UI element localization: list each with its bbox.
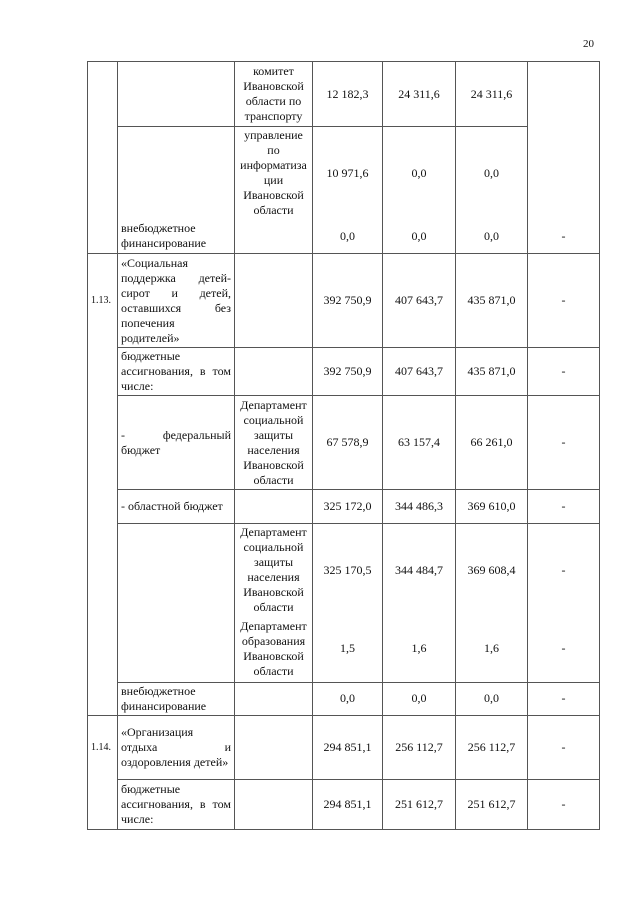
row-executor: [235, 490, 313, 524]
row-number: [88, 524, 118, 617]
row-note: -: [528, 682, 600, 715]
value-2021: 0,0: [313, 220, 383, 254]
row-note: [528, 62, 600, 127]
row-executor: [235, 715, 313, 779]
table-row: [88, 220, 600, 254]
value-2023: 369 608,4: [456, 524, 528, 617]
value-2023: 24 311,6: [456, 62, 528, 127]
row-name: [118, 524, 235, 617]
value-2023: 0,0: [456, 682, 528, 715]
value-2023: 0,0: [456, 127, 528, 220]
value-2023: 369 610,0: [456, 490, 528, 524]
value-2022: 407 643,7: [383, 254, 456, 348]
row-name: [118, 616, 235, 682]
row-number: [88, 220, 118, 254]
table-row: [88, 715, 600, 779]
value-2022: 63 157,4: [383, 396, 456, 490]
value-2022: 1,6: [383, 616, 456, 682]
row-executor: управление по информатиза ции Ивановской области: [235, 127, 313, 220]
value-2022: 407 643,7: [383, 348, 456, 396]
row-executor: Департамент социальной защиты населения Ивановской области: [235, 396, 313, 490]
row-number: [88, 616, 118, 682]
table-row: [88, 682, 600, 715]
table-row: [88, 524, 600, 617]
row-executor: [235, 220, 313, 254]
value-2021: 392 750,9: [313, 348, 383, 396]
row-number: [88, 348, 118, 396]
value-2023: 435 871,0: [456, 348, 528, 396]
table-row: [88, 779, 600, 829]
value-2021: 1,5: [313, 616, 383, 682]
value-2022: 344 484,7: [383, 524, 456, 617]
row-name: «Организация отдыха и оздоровления детей»: [118, 715, 235, 779]
value-2021: 0,0: [313, 682, 383, 715]
row-name: «Социальная поддержка детей-сирот и детей, оставшихся без попечения родителей»: [118, 254, 235, 348]
value-2022: 0,0: [383, 682, 456, 715]
row-executor: [235, 682, 313, 715]
page-number: 20: [583, 38, 594, 50]
row-name: бюджетные ассигнования, в том числе:: [118, 779, 235, 829]
value-2021: 325 170,5: [313, 524, 383, 617]
row-executor: Департамент социальной защиты населения Ивановской области: [235, 524, 313, 617]
row-number: [88, 396, 118, 490]
value-2021: 392 750,9: [313, 254, 383, 348]
value-2021: 12 182,3: [313, 62, 383, 127]
row-note: -: [528, 616, 600, 682]
value-2021: 10 971,6: [313, 127, 383, 220]
row-executor: Департамент образования Ивановской области: [235, 616, 313, 682]
table-row: [88, 490, 600, 524]
value-2022: 0,0: [383, 127, 456, 220]
value-2022: 24 311,6: [383, 62, 456, 127]
table-row: [88, 127, 600, 220]
value-2022: 344 486,3: [383, 490, 456, 524]
row-number: [88, 779, 118, 829]
value-2021: 294 851,1: [313, 715, 383, 779]
budget-table: [87, 61, 600, 830]
row-executor: комитет Ивановской области по транспорту: [235, 62, 313, 127]
row-number: [88, 490, 118, 524]
value-2023: 256 112,7: [456, 715, 528, 779]
value-2021: 325 172,0: [313, 490, 383, 524]
value-2023: 66 261,0: [456, 396, 528, 490]
value-2022: 256 112,7: [383, 715, 456, 779]
value-2021: 67 578,9: [313, 396, 383, 490]
row-name: [118, 127, 235, 220]
value-2022: 251 612,7: [383, 779, 456, 829]
row-note: [528, 127, 600, 220]
row-name: - областной бюджет: [118, 490, 235, 524]
row-number: 1.13.: [88, 254, 118, 348]
row-note: -: [528, 396, 600, 490]
row-number: [88, 127, 118, 220]
row-executor: [235, 348, 313, 396]
table-row: [88, 396, 600, 490]
row-name: [118, 62, 235, 127]
row-note: -: [528, 779, 600, 829]
table-row: [88, 616, 600, 682]
row-name: - федеральный бюджет: [118, 396, 235, 490]
row-note: -: [528, 490, 600, 524]
row-note: -: [528, 524, 600, 617]
row-executor: [235, 254, 313, 348]
value-2023: 0,0: [456, 220, 528, 254]
row-number: [88, 682, 118, 715]
row-note: -: [528, 715, 600, 779]
row-executor: [235, 779, 313, 829]
row-note: -: [528, 254, 600, 348]
row-name: внебюджетное финансирование: [118, 220, 235, 254]
row-note: -: [528, 348, 600, 396]
value-2022: 0,0: [383, 220, 456, 254]
row-number: 1.14.: [88, 715, 118, 779]
value-2023: 1,6: [456, 616, 528, 682]
row-name: внебюджетное финансирование: [118, 682, 235, 715]
row-number: [88, 62, 118, 127]
table-row: [88, 254, 600, 348]
value-2023: 251 612,7: [456, 779, 528, 829]
row-note: -: [528, 220, 600, 254]
value-2021: 294 851,1: [313, 779, 383, 829]
table-row: [88, 62, 600, 127]
value-2023: 435 871,0: [456, 254, 528, 348]
row-name: бюджетные ассигнования, в том числе:: [118, 348, 235, 396]
table-row: [88, 348, 600, 396]
